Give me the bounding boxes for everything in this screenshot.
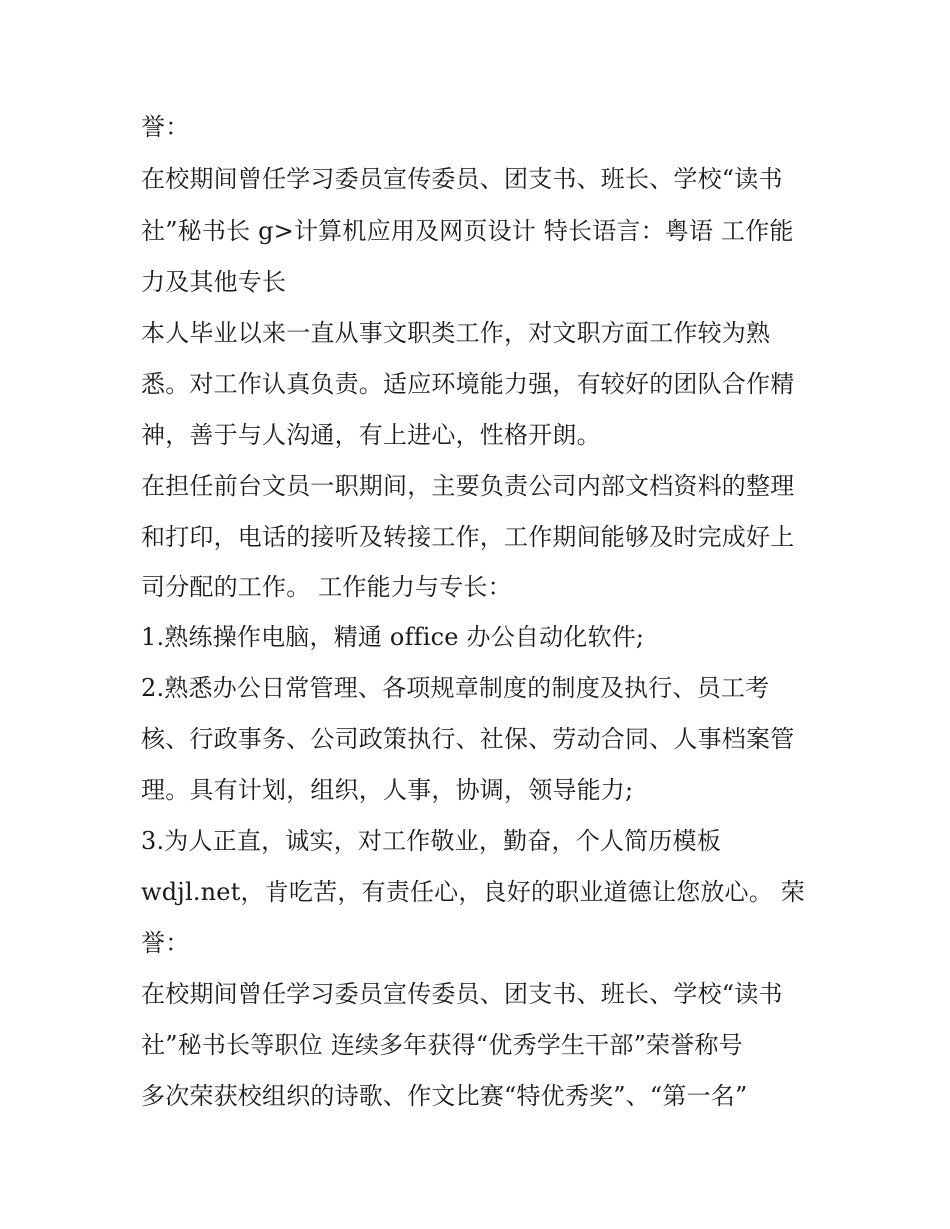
text-line: wdjl.net，肯吃苦，有责任心，良好的职业道德让您放心。 荣 — [141, 878, 805, 906]
text-line: 和打印，电话的接听及转接工作，工作期间能够及时完成好上 — [141, 523, 795, 551]
text-line: 司分配的工作。 工作能力与专长： — [141, 573, 512, 601]
text-line: 誉： — [141, 113, 190, 141]
text-line: 本人毕业以来一直从事文职类工作，对文职方面工作较为熟 — [141, 319, 771, 347]
text-line: 在校期间曾任学习委员宣传委员、团支书、班长、学校“读书 — [141, 165, 783, 193]
text-line: 理。具有计划，组织，人事，协调，领导能力; — [141, 776, 634, 804]
text-line: 神，善于与人沟通，有上进心，性格开朗。 — [141, 421, 601, 449]
text-line: 2.熟悉办公日常管理、各项规章制度的制度及执行、员工考 — [141, 674, 770, 702]
text-line: 3.为人正直，诚实，对工作敬业，勤奋，个人简历模板 — [141, 827, 721, 855]
text-line: 力及其他专长 — [141, 268, 287, 296]
text-line: 在担任前台文员一职期间，主要负责公司内部文档资料的整理 — [141, 472, 795, 500]
text-line: 悉。对工作认真负责。适应环境能力强，有较好的团队合作精 — [141, 370, 795, 398]
text-line: 社”秘书长等职位 连续多年获得“优秀学生干部”荣誉称号 — [141, 1031, 743, 1059]
text-line: 核、行政事务、公司政策执行、社保、劳动合同、人事档案管 — [141, 725, 795, 753]
text-line: 在校期间曾任学习委员宣传委员、团支书、班长、学校“读书 — [141, 980, 783, 1008]
text-line: 誉： — [141, 929, 190, 957]
text-line: 1.熟练操作电脑，精通 office 办公自动化软件; — [141, 623, 645, 651]
text-line: 多次荣获校组织的诗歌、作文比赛“特优秀奖”、“第一名” — [141, 1082, 748, 1110]
text-line: 社”秘书长 g>计算机应用及网页设计 特长语言：粤语 工作能 — [141, 217, 794, 245]
